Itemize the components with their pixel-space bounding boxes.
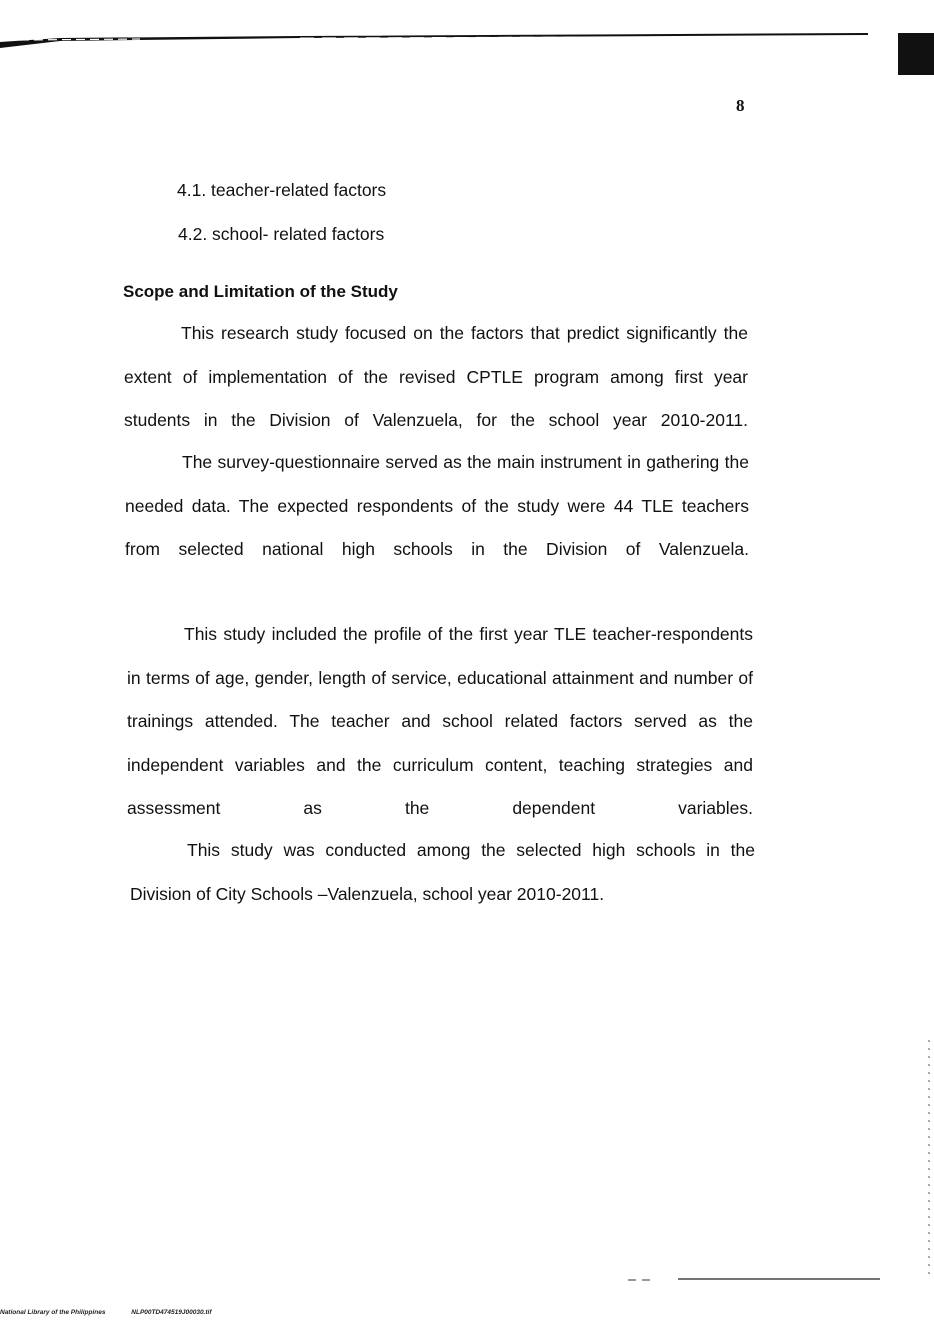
list-item-4-2: 4.2. school- related factors [178,224,385,244]
paragraph-4 [130,829,755,916]
paragraph-2 [125,441,749,615]
page-number: 8 [736,96,745,115]
footer-file-code: NLP00TD474519J00030.tif [131,1309,212,1316]
scan-corner-block [898,33,934,75]
footer-library: National Library of the Philippines [0,1309,106,1316]
scan-right-edge-marks [925,1040,933,1280]
paragraph-1-text: This research study focused on the factors that predict significantly the extent of implementation of the revised CPTLE program among first year students in the Division of Valenzuela, for the school year 2010-2011. [124,323,748,430]
paragraph-4-text: This study was conducted among the selected high schools in the Division of City Schools –Valenzuela, school year 2010-2011. [130,840,755,904]
paragraph-3-text: This study included the profile of the first year TLE teacher-respondents in terms of age, gender, length of service, educational attainment and number of trainings attended. The teacher and school related factors served as the independent variables and the curriculum content, teaching strategies and assessment as the dependent variables. [127,624,753,818]
section-heading: Scope and Limitation of the Study [123,282,398,301]
paragraph-2-text: The survey-questionnaire served as the main instrument in gathering the needed data. The expected respondents of the study were 44 TLE teachers from selected national high schools in the Division of Valenzuela. [125,452,749,559]
scan-bottom-rule [628,1272,888,1286]
list-item-4-1: 4.1. teacher-related factors [177,180,387,200]
scan-footer [0,1309,212,1316]
scan-top-edge [0,30,870,50]
